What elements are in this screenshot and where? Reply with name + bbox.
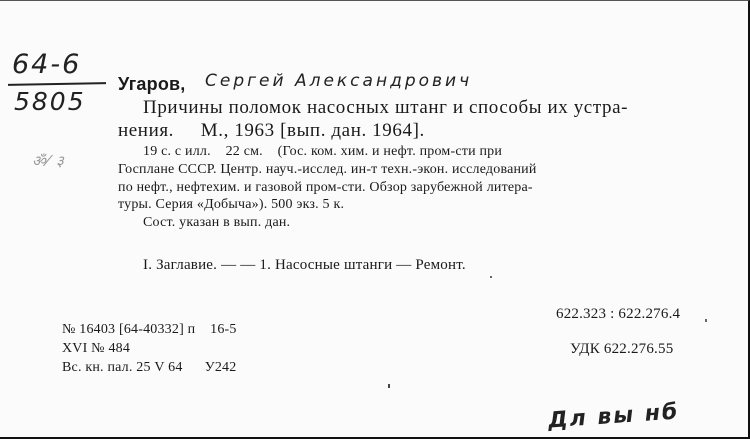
udk-number: УДК 622.276.55	[570, 341, 674, 357]
description-line-1: 19 с. с илл. 22 см. (Гос. ком. хим. и нефт. пром-сти при	[143, 144, 503, 159]
author-name-handwritten: Сергей Александрович	[205, 71, 473, 91]
registration-line-2: XVI № 484	[62, 341, 131, 356]
title-line-1: Причины поломок насосных штанг и способы их устра-	[143, 97, 629, 118]
description-line-2: Госплане СССР. Центр. науч.-исслед. ин-т техн.-экон. исследований	[118, 162, 537, 177]
bottom-signature: Дл вы нб	[547, 399, 681, 434]
margin-note: ॐ⁄ ३	[32, 152, 65, 170]
shelfmark-bottom: 5805	[14, 87, 86, 116]
description-line-4: туры. Серия «Добыча»). 500 экз. 5 к.	[118, 197, 345, 212]
bbk-number: 622.323 : 622.276.4	[556, 306, 681, 322]
description-line-3: по нефт., нефтехим. и газовой пром-сти. Обзор зарубежной литера-	[118, 180, 533, 195]
title-line-2: нения. М., 1963 [вып. дан. 1964].	[118, 120, 425, 141]
shelfmark-top: 64-6	[12, 49, 82, 80]
author-surname: Угаров,	[118, 74, 186, 94]
registration-line-1: № 16403 [64-40332] п 16-5	[62, 322, 237, 337]
scan-speck	[705, 319, 707, 322]
scan-speck	[490, 276, 492, 278]
shelfmark-divider	[8, 82, 106, 85]
registration-line-3: Вс. кн. пал. 25 V 64 У242	[62, 360, 237, 375]
description-line-5: Сост. указан в вып. дан.	[143, 215, 291, 230]
scan-speck	[388, 384, 390, 388]
subject-headings: I. Заглавие. — — 1. Насосные штанги — Ремонт.	[143, 257, 466, 273]
